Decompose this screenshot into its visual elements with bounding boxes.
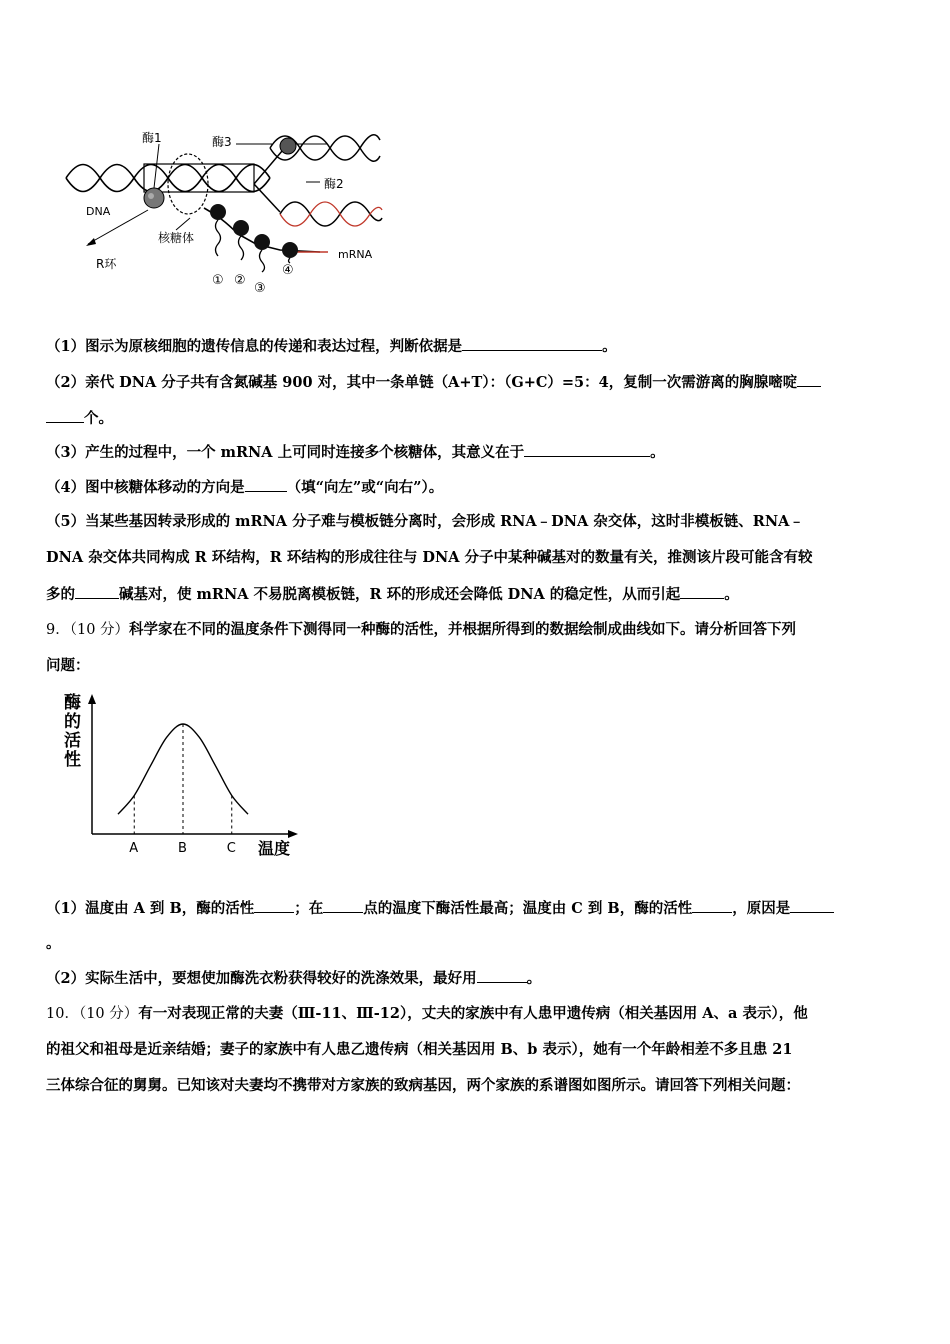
enzyme3-label: 酶3 bbox=[212, 135, 232, 149]
ylabel-char-1: 酶 bbox=[64, 693, 81, 713]
q8-part4-text: （4）图中核糖体移动的方向是 bbox=[46, 479, 245, 496]
marker-1: ① bbox=[212, 273, 224, 288]
xlabel: 温度 bbox=[258, 839, 291, 858]
enzyme2-label: 酶2 bbox=[324, 177, 344, 191]
q8-part2-end: 个。 bbox=[84, 410, 113, 427]
q9-part2-end: 。 bbox=[526, 970, 542, 987]
answer-blank[interactable] bbox=[797, 372, 821, 387]
q9-stem-line2 bbox=[46, 656, 906, 676]
x-tick-b: B bbox=[178, 841, 187, 856]
ylabel-char-2: 的 bbox=[64, 712, 81, 732]
q8-part4 bbox=[46, 477, 906, 498]
marker-2: ② bbox=[234, 273, 246, 288]
answer-blank[interactable] bbox=[680, 584, 724, 599]
q8-part5-line1 bbox=[46, 512, 906, 532]
q9-part2 bbox=[46, 968, 906, 989]
q10-stem-line2-text: 的祖父和祖母是近亲结婚；妻子的家族中有人患乙遗传病（相关基因用 B、b 表示），她有一个年龄相差不多且患 21 bbox=[46, 1041, 793, 1058]
q8-part5-line2-text: DNA 杂交体共同构成 R 环结构，R 环结构的形成往往与 DNA 分子中某种碱基对的数量有关，推测该片段可能含有较 bbox=[46, 549, 813, 566]
marker-3: ③ bbox=[254, 281, 266, 296]
q10-stem-line3 bbox=[46, 1076, 906, 1096]
x-tick-a: A bbox=[129, 841, 139, 856]
x-tick-c: C bbox=[226, 841, 236, 856]
q9-part1-d: ，原因是 bbox=[732, 900, 791, 917]
q10-stem-line1-text: 有一对表现正常的夫妻（Ⅲ-11、Ⅲ-12），丈夫的家族中有人患甲遗传病（相关基因用 A、a 表示），他 bbox=[138, 1005, 808, 1022]
q8-part5-line3-b: 碱基对，使 mRNA 不易脱离模板链，R 环的形成还会降低 DNA 的稳定性，从而引起 bbox=[119, 586, 681, 603]
q8-part5-line3-end: 。 bbox=[724, 586, 739, 603]
answer-blank[interactable] bbox=[245, 477, 287, 492]
r-loop-label: R环 bbox=[96, 257, 117, 271]
q8-part3 bbox=[46, 442, 906, 463]
q8-part2-cont bbox=[46, 408, 906, 429]
q8-part3-end: 。 bbox=[650, 444, 665, 461]
dna-label: DNA bbox=[86, 205, 111, 218]
q8-part5-line3-a: 多的 bbox=[46, 586, 75, 603]
q8-part1 bbox=[46, 336, 906, 357]
q8-part4-end: （填“向左”或“向右”）。 bbox=[286, 479, 444, 496]
q9-stem-line1 bbox=[46, 620, 906, 640]
answer-blank[interactable] bbox=[790, 898, 834, 913]
dna-expression-diagram bbox=[58, 126, 388, 298]
q8-part2 bbox=[46, 372, 906, 393]
q9-part1-end: 。 bbox=[46, 935, 61, 952]
q8-part5-line1-text: （5）当某些基因转录形成的 mRNA 分子难与模板链分离时，会形成 RNA﹣DNA 杂交体，这时非模板链、RNA﹣ bbox=[46, 513, 804, 530]
marker-4: ④ bbox=[282, 263, 294, 278]
q9-stem-line2-text: 问题： bbox=[46, 657, 90, 674]
answer-blank[interactable] bbox=[524, 442, 650, 457]
answer-blank[interactable] bbox=[692, 898, 732, 913]
q9-part1-a: （1）温度由 A 到 B，酶的活性 bbox=[46, 900, 255, 917]
q9-part1-b: ；在 bbox=[294, 900, 324, 917]
q9-part1-cont bbox=[46, 934, 906, 954]
q8-part1-text: （1）图示为原核细胞的遗传信息的传递和表达过程，判断依据是 bbox=[46, 338, 463, 355]
q8-part5-line3 bbox=[46, 584, 906, 605]
q9-number: 9．（10 分） bbox=[46, 622, 130, 638]
q10-number: 10．（10 分） bbox=[46, 1006, 139, 1022]
q10-stem-line2 bbox=[46, 1040, 906, 1060]
q10-stem-line3-text: 三体综合征的舅舅。已知该对夫妻均不携带对方家族的致病基因，两个家族的系谱图如图所示。请回答下列相关问题： bbox=[46, 1077, 800, 1094]
q10-stem-line1 bbox=[46, 1004, 906, 1024]
enzyme-activity-chart bbox=[58, 692, 308, 862]
enzyme1-label: 酶1 bbox=[142, 131, 162, 145]
answer-blank[interactable] bbox=[323, 898, 363, 913]
ribosome-label: 核糖体 bbox=[158, 231, 195, 245]
answer-blank[interactable] bbox=[462, 336, 602, 351]
mrna-label: mRNA bbox=[338, 248, 373, 261]
q9-part2-text: （2）实际生活中，要想使加酶洗衣粉获得较好的洗涤效果，最好用 bbox=[46, 970, 477, 987]
x-axis-arrow bbox=[288, 830, 298, 838]
answer-blank[interactable] bbox=[75, 584, 119, 599]
ylabel-char-4: 性 bbox=[64, 750, 81, 770]
q9-stem-line1-text: 科学家在不同的温度条件下测得同一种酶的活性，并根据所得到的数据绘制成曲线如下。请分析回答下列 bbox=[129, 621, 797, 638]
q8-part3-text: （3）产生的过程中，一个 mRNA 上可同时连接多个核糖体，其意义在于 bbox=[46, 444, 525, 461]
q9-part1 bbox=[46, 898, 906, 919]
answer-blank[interactable] bbox=[46, 408, 84, 423]
q8-part5-line2 bbox=[46, 548, 906, 568]
q8-part1-end: 。 bbox=[602, 338, 617, 355]
answer-blank[interactable] bbox=[254, 898, 294, 913]
q8-part2-text: （2）亲代 DNA 分子共有含氮碱基 900 对，其中一条单链（A+T）：（G+C）=5：4，复制一次需游离的胸腺嘧啶 bbox=[46, 374, 798, 391]
y-axis-arrow bbox=[88, 694, 96, 704]
ylabel-char-3: 活 bbox=[64, 731, 81, 751]
q9-part1-c: 点的温度下酶活性最高；温度由 C 到 B，酶的活性 bbox=[363, 900, 693, 917]
answer-blank[interactable] bbox=[477, 968, 527, 983]
